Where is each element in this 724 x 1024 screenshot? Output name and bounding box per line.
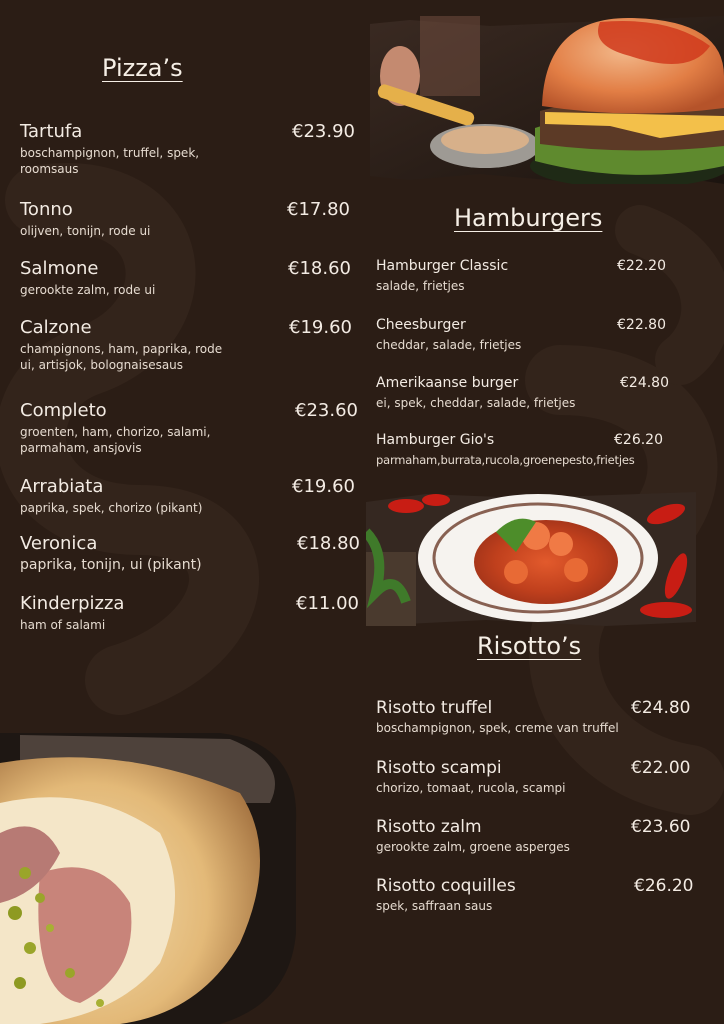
item-name: Hamburger Gio's: [376, 432, 495, 448]
menu-item: [376, 432, 696, 468]
item-price: €17.80: [287, 199, 350, 220]
item-name: Tonno: [20, 199, 73, 220]
item-name: Risotto truffel: [376, 698, 493, 718]
item-description: olijven, tonijn, rode ui: [20, 224, 151, 238]
item-description: groenten, ham, chorizo, salami, parmaham, ansjovis: [20, 425, 211, 455]
item-description: chorizo, tomaat, rucola, scampi: [376, 781, 566, 795]
item-price: €18.80: [297, 533, 360, 554]
menu-item: [376, 258, 696, 294]
menu-item: [376, 817, 706, 855]
hamburgers-section-title: Hamburgers: [454, 204, 603, 232]
item-name: Risotto zalm: [376, 817, 482, 837]
item-description: ei, spek, cheddar, salade, frietjes: [376, 396, 576, 410]
item-price: €24.80: [631, 698, 691, 718]
risotto-photo: [366, 492, 696, 626]
item-price: €23.90: [292, 121, 355, 142]
item-name: Risotto coquilles: [376, 876, 516, 896]
burger-photo: [370, 16, 724, 184]
menu-item: [20, 121, 360, 177]
item-description: gerookte zalm, groene asperges: [376, 840, 570, 854]
menu-item: [20, 199, 360, 239]
item-name: Amerikaanse burger: [376, 375, 519, 391]
item-price: €18.60: [288, 258, 351, 279]
item-name: Kinderpizza: [20, 593, 125, 614]
item-price: €23.60: [631, 817, 691, 837]
menu-item: [376, 317, 696, 353]
menu-item: [20, 317, 360, 373]
item-description: spek, saffraan saus: [376, 899, 493, 913]
item-name: Arrabiata: [20, 476, 104, 497]
item-price: €22.80: [617, 317, 666, 333]
menu-item: [376, 698, 706, 736]
item-name: Risotto scampi: [376, 758, 502, 778]
item-price: €23.60: [295, 400, 358, 421]
menu-item: [376, 375, 696, 411]
item-description: gerookte zalm, rode ui: [20, 283, 156, 297]
item-name: Hamburger Classic: [376, 258, 509, 274]
risotto-section-title: Risotto’s: [477, 632, 582, 660]
item-name: Cheesburger: [376, 317, 466, 333]
item-description: paprika, tonijn, ui (pikant): [20, 557, 202, 573]
menu-item: [376, 758, 706, 796]
menu-item: [20, 400, 360, 456]
item-name: Completo: [20, 400, 107, 421]
item-price: €19.60: [292, 476, 355, 497]
item-name: Calzone: [20, 317, 92, 338]
item-price: €19.60: [289, 317, 352, 338]
item-description: champignons, ham, paprika, rode ui, artisjok, bolognaisesaus: [20, 342, 223, 372]
item-description: cheddar, salade, frietjes: [376, 338, 522, 352]
menu-item: [376, 876, 706, 914]
item-description: salade, frietjes: [376, 279, 465, 293]
item-name: Salmone: [20, 258, 99, 279]
item-price: €26.20: [634, 876, 694, 896]
menu-item: [20, 476, 360, 516]
item-name: Tartufa: [20, 121, 83, 142]
item-description: parmaham,burrata,rucola,groenepesto,frietjes: [376, 453, 635, 467]
item-price: €24.80: [620, 375, 669, 391]
item-price: €22.20: [617, 258, 666, 274]
menu-item: [20, 258, 360, 298]
menu-item: [20, 533, 360, 573]
item-description: ham of salami: [20, 618, 106, 632]
item-price: €22.00: [631, 758, 691, 778]
item-description: boschampignon, truffel, spek, roomsaus: [20, 146, 200, 176]
pizza-section-title: Pizza’s: [102, 54, 183, 82]
item-description: paprika, spek, chorizo (pikant): [20, 501, 203, 515]
item-description: boschampignon, spek, creme van truffel: [376, 721, 619, 735]
item-name: Veronica: [20, 533, 98, 554]
item-price: €26.20: [614, 432, 663, 448]
pizza-photo: [0, 733, 300, 1024]
item-price: €11.00: [296, 593, 359, 614]
menu-item: [20, 593, 360, 633]
